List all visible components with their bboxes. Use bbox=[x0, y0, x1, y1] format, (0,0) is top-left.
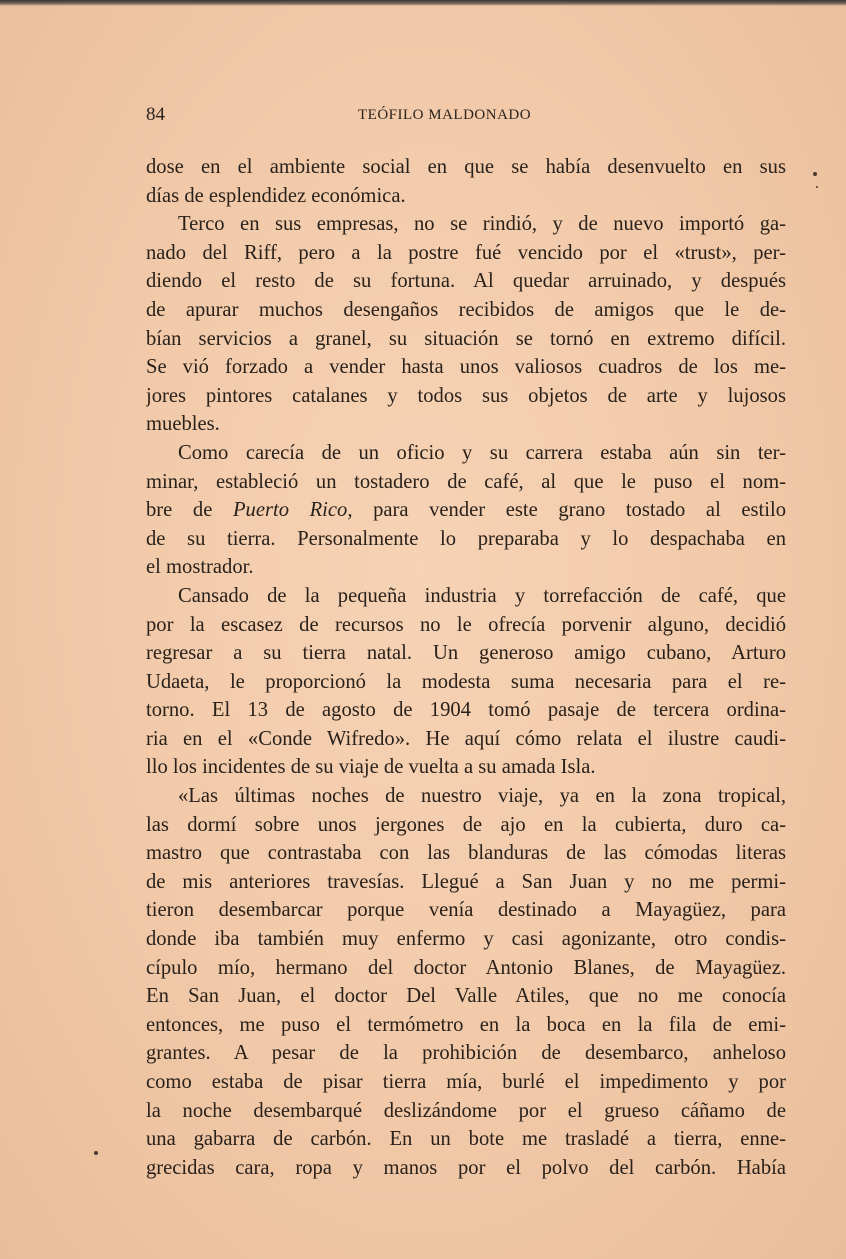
text-line: Cansado de la pequeña industria y torrefacción de café, que bbox=[178, 584, 786, 607]
text-line: ria en el «Conde Wifredo». He aquí cómo relata el ilustre caudi- bbox=[146, 727, 786, 750]
text-line: cípulo mío, hermano del doctor Antonio Blanes, de Mayagüez. bbox=[146, 956, 786, 979]
text-line: entonces, me puso el termómetro en la boca en la fila de emi- bbox=[146, 1013, 786, 1036]
text-line: muebles. bbox=[146, 413, 220, 436]
paper-speck bbox=[94, 1151, 98, 1155]
text-line: donde iba también muy enfermo y casi agonizante, otro condis- bbox=[146, 928, 786, 951]
text-line: minar, estableció un tostadero de café, al que le puso el nom- bbox=[146, 470, 786, 493]
text-line: En San Juan, el doctor Del Valle Atiles, que no me conocía bbox=[146, 985, 786, 1008]
page-header bbox=[146, 104, 786, 132]
text-line: tieron desembarcar porque venía destinado a Mayagüez, para bbox=[146, 899, 786, 922]
text-line: Udaeta, le proporcionó la modesta suma necesaria para el re- bbox=[146, 670, 786, 693]
text-line: bían servicios a granel, su situación se tornó en extremo difícil. bbox=[146, 327, 786, 350]
text-line: la noche desembarqué deslizándome por el grueso cáñamo de bbox=[146, 1099, 786, 1122]
text-line: de su tierra. Personalmente lo preparaba y lo despachaba en bbox=[146, 527, 786, 550]
text-line: Terco en sus empresas, no se rindió, y de nuevo importó ga- bbox=[178, 213, 786, 236]
text-line: grantes. A pesar de la prohibición de desembarco, anheloso bbox=[146, 1042, 786, 1065]
text-line: de apurar muchos desengaños recibidos de amigos que le de- bbox=[146, 298, 786, 321]
text-line: Como carecía de un oficio y su carrera estaba aún sin ter- bbox=[178, 441, 786, 464]
text-line: dose en el ambiente social en que se había desenvuelto en sus bbox=[146, 156, 786, 178]
text-line: mastro que contrastaba con las blanduras de las cómodas literas bbox=[146, 842, 786, 865]
text-line: las dormí sobre unos jergones de ajo en la cubierta, duro ca- bbox=[146, 813, 786, 836]
text-line: días de esplendidez económica. bbox=[146, 184, 406, 207]
text-line: jores pintores catalanes y todos sus objetos de arte y lujosos bbox=[146, 384, 786, 407]
italic-title: Puerto Rico, bbox=[232, 499, 353, 522]
paper-speck bbox=[813, 172, 817, 176]
page-top-edge bbox=[0, 0, 846, 6]
page-number: 84 bbox=[146, 104, 165, 125]
body-text bbox=[146, 153, 786, 1182]
text-line: de mis anteriores travesías. Llegué a San Juan y no me permi- bbox=[146, 870, 786, 893]
text-line: «Las últimas noches de nuestro viaje, ya en la zona tropical, bbox=[178, 785, 786, 808]
text-line: llo los incidentes de su viaje de vuelta a su amada Isla. bbox=[146, 756, 596, 779]
text-line: grecidas cara, ropa y manos por el polvo del carbón. Había bbox=[146, 1156, 786, 1179]
running-title: TEÓFILO MALDONADO bbox=[358, 107, 532, 123]
text-line: el mostrador. bbox=[146, 556, 254, 579]
text-line: bre de Puerto Rico, para vender este grano tostado al estilo bbox=[146, 499, 786, 522]
text-line: nado del Riff, pero a la postre fué vencido por el «trust», per- bbox=[146, 241, 786, 264]
text-line: torno. El 13 de agosto de 1904 tomó pasaje de tercera ordina- bbox=[146, 699, 786, 722]
text-line: como estaba de pisar tierra mía, burlé el impedimento y por bbox=[146, 1071, 786, 1093]
text-line: por la escasez de recursos no le ofrecía porvenir alguno, decidió bbox=[146, 613, 786, 636]
paper-speck bbox=[816, 186, 818, 188]
text-line: una gabarra de carbón. En un bote me trasladé a tierra, enne- bbox=[146, 1128, 786, 1151]
text-line: regresar a su tierra natal. Un generoso amigo cubano, Arturo bbox=[146, 642, 786, 665]
text-line: Se vió forzado a vender hasta unos valiosos cuadros de los me- bbox=[146, 356, 786, 379]
text-line: diendo el resto de su fortuna. Al quedar arruinado, y después bbox=[146, 270, 786, 293]
